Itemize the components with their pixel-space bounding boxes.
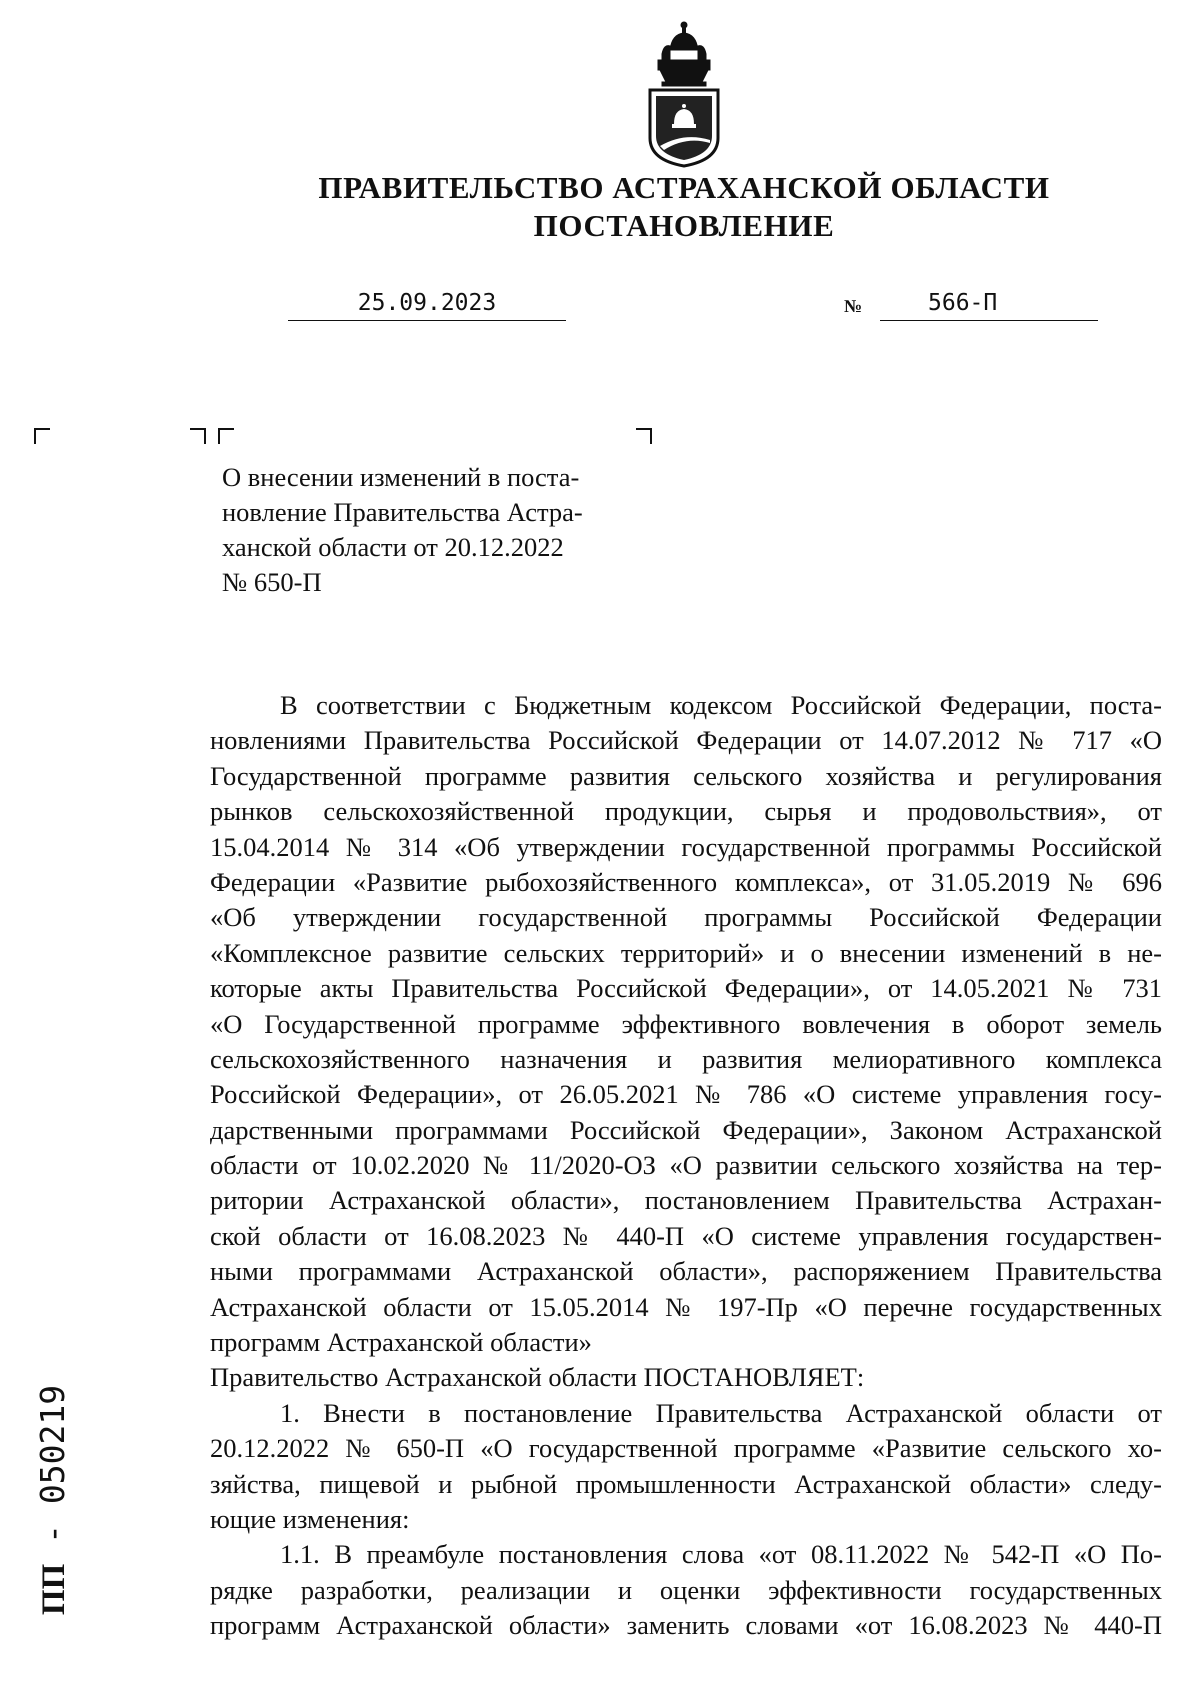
- document-number: 566-П: [880, 290, 1098, 321]
- document-date: 25.09.2023: [288, 290, 566, 321]
- number-sign: №: [844, 296, 863, 316]
- body-line: сельскохозяйственного назначения и развития мелиоративного комплекса: [210, 1043, 1162, 1074]
- body-line: 20.12.2022 № 650-П «О государственной программе «Развитие сельского хо-: [210, 1433, 1162, 1464]
- subject-corner-mark: [190, 428, 206, 444]
- body-line: 1.1. В преамбуле постановления слова «от 08.11.2022 № 542-П «О По-: [280, 1539, 1162, 1570]
- body-line: новлениями Правительства Российской Федерации от 14.07.2012 № 717 «О: [210, 725, 1162, 756]
- resolution-line: Правительство Астраханской области ПОСТАНОВЛЯЕТ:: [210, 1362, 865, 1393]
- document-body: [210, 688, 1162, 1644]
- side-code-prefix: ПП: [36, 1563, 72, 1616]
- body-line: Российской Федерации», от 26.05.2021 № 786 «О системе управления госу-: [210, 1079, 1162, 1110]
- subject-corner-mark: [636, 428, 652, 444]
- body-line: В соответствии с Бюджетным кодексом Российской Федерации, поста-: [280, 690, 1162, 720]
- body-line: программ Астраханской области» заменить словами «от 16.08.2023 № 440-П: [210, 1610, 1162, 1641]
- body-line: «О Государственной программе эффективного вовлечения в оборот земель: [210, 1008, 1162, 1039]
- body-line: Государственной программе развития сельского хозяйства и регулирования: [210, 760, 1162, 791]
- subject-line: № 650-П: [222, 567, 322, 597]
- side-registration-code: [28, 1384, 78, 1616]
- body-line: которые акты Правительства Российской Федерации», от 14.05.2021 № 731: [210, 973, 1162, 1004]
- body-line: рынков сельскохозяйственной продукции, сырья и продовольствия», от: [210, 796, 1162, 827]
- body-line: ющие изменения:: [210, 1503, 410, 1534]
- body-line: 15.04.2014 № 314 «Об утверждении государственной программы Российской: [210, 831, 1162, 862]
- organization-name: ПРАВИТЕЛЬСТВО АСТРАХАНСКОЙ ОБЛАСТИ: [318, 170, 1050, 205]
- coat-of-arms-icon: [640, 20, 728, 168]
- body-line: Астраханской области от 15.05.2014 № 197-Пр «О перечне государственных: [210, 1291, 1162, 1322]
- body-line: «Комплексное развитие сельских территорий» и о внесении изменений в не-: [210, 937, 1162, 968]
- body-line: Федерации «Развитие рыбохозяйственного комплекса», от 31.05.2019 № 696: [210, 866, 1162, 897]
- body-line: области от 10.02.2020 № 11/2020-ОЗ «О развитии сельского хозяйства на тер-: [210, 1150, 1162, 1181]
- body-line: ритории Астраханской области», постановлением Правительства Астрахан-: [210, 1185, 1162, 1216]
- body-line: программ Астраханской области»: [210, 1327, 592, 1358]
- body-line: «Об утверждении государственной программы Российской Федерации: [210, 902, 1162, 933]
- subject-corner-mark: [218, 428, 234, 444]
- subject-line: О внесении изменений в поста-: [222, 462, 580, 492]
- margin-corner-mark: [34, 428, 50, 444]
- side-code-separator: -: [33, 1504, 72, 1564]
- document-subject: [222, 460, 632, 600]
- body-line: 1. Внести в постановление Правительства Астраханской области от: [280, 1397, 1162, 1428]
- subject-line: новление Правительства Астра-: [222, 497, 583, 527]
- subject-line: ханской области от 20.12.2022: [222, 532, 564, 562]
- body-line: рядке разработки, реализации и оценки эффективности государственных: [210, 1574, 1162, 1605]
- body-line: дарственными программами Российской Федерации», Законом Астраханской: [210, 1114, 1162, 1145]
- body-line: зяйства, пищевой и рыбной промышленности Астраханской области» следу-: [210, 1468, 1162, 1499]
- side-code-number: 050219: [33, 1384, 72, 1505]
- document-type: ПОСТАНОВЛЕНИЕ: [533, 208, 835, 243]
- body-line: ской области от 16.08.2023 № 440-П «О системе управления государствен-: [210, 1220, 1162, 1251]
- body-line: ными программами Астраханской области», распоряжением Правительства: [210, 1256, 1162, 1287]
